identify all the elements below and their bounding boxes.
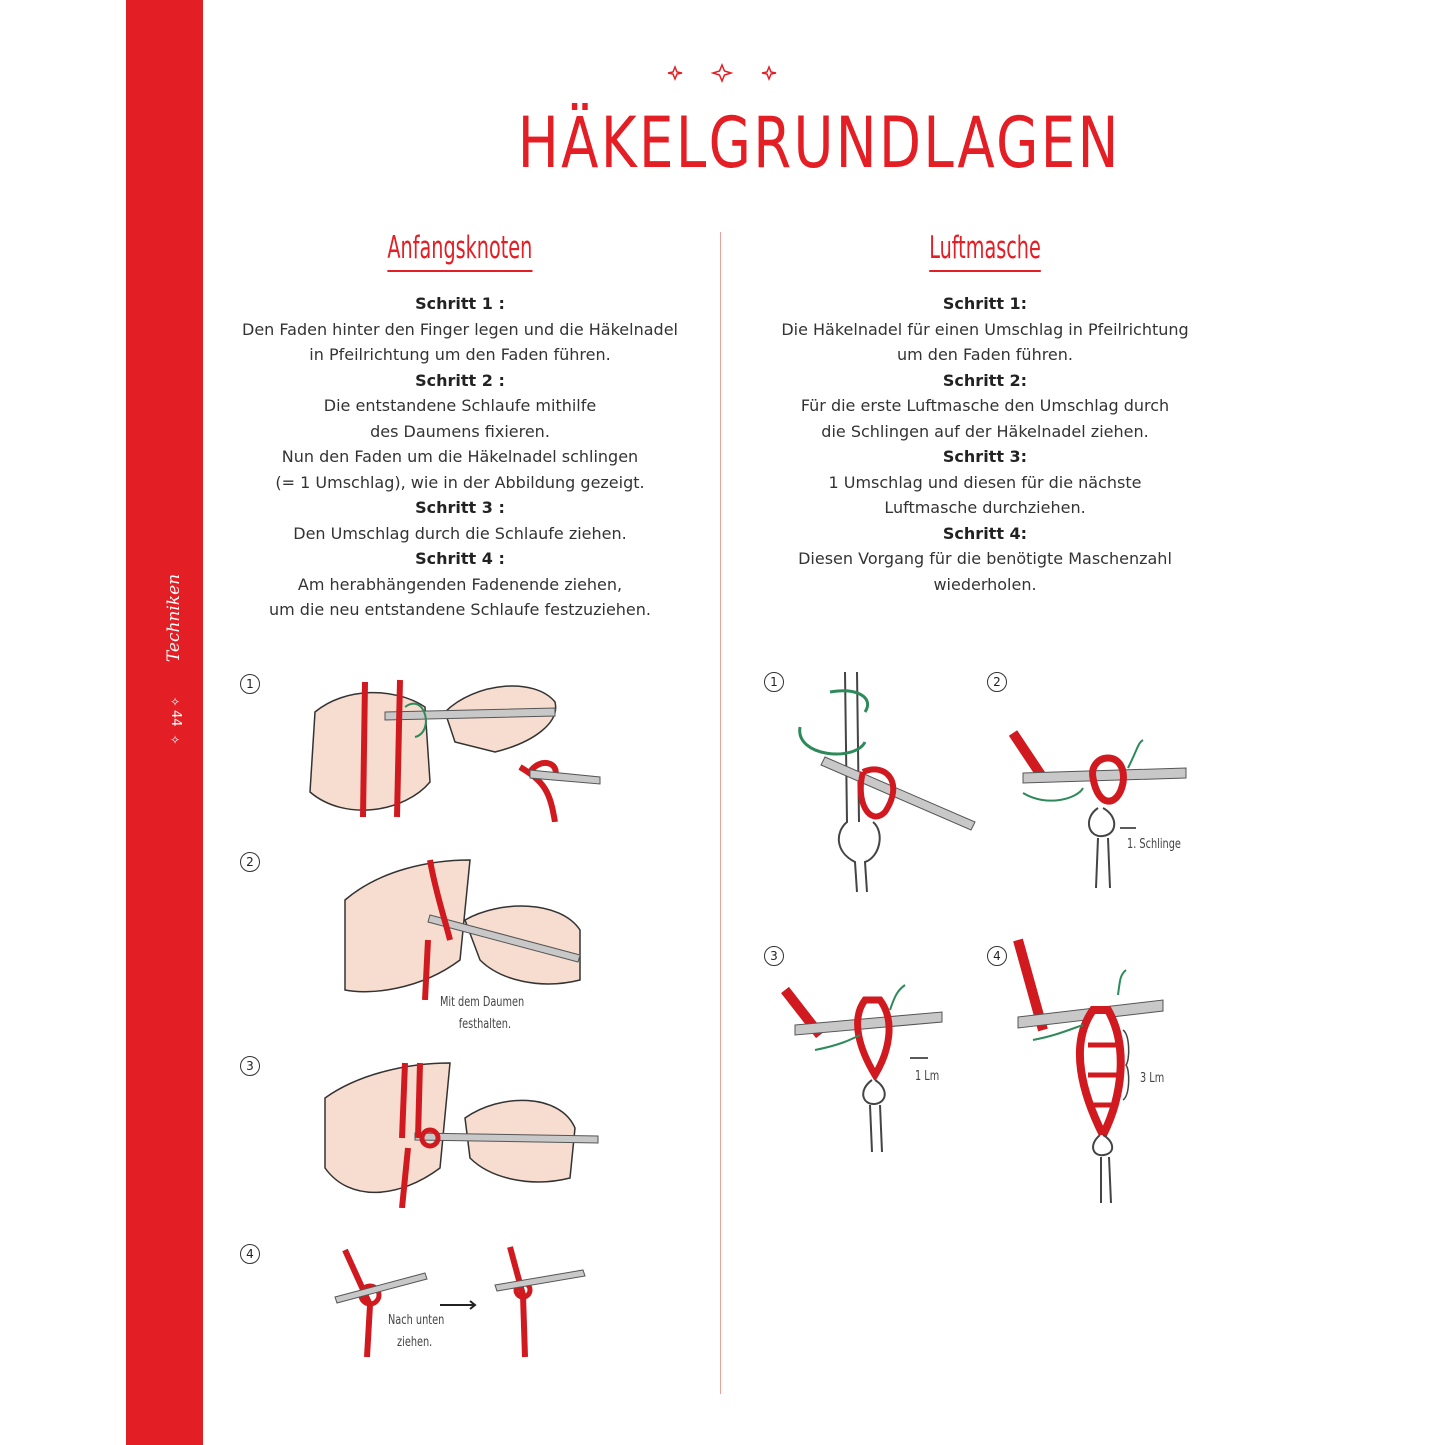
figure-left-1 [305,672,605,822]
step-text: Den Faden hinter den Finger legen und die Häkelnadel [242,319,678,339]
figure-right-1 [795,672,980,897]
figure-number: 2 [240,852,260,872]
step-heading: Schritt 2 : [415,370,505,390]
step-text: Am herabhängenden Fadenende ziehen, [297,574,623,594]
step-text: 1 Umschlag und diesen für die nächste [828,472,1142,492]
figure-left-4 [325,1245,590,1360]
step-heading: Schritt 3 : [415,498,505,517]
figure-number: 4 [987,946,1007,966]
figure-right-2 [1008,728,1188,890]
star-icon [668,67,682,79]
star-icon [762,67,776,79]
step-text: Den Umschlag durch die Schlaufe ziehen. [293,523,627,543]
page-title: HÄKELGRUNDLAGEN [517,102,1121,184]
step-heading: Schritt 4 : [415,549,505,568]
step-text: um die neu entstandene Schlaufe festzuziehen. [268,600,651,619]
step-heading: Schritt 1 : [415,294,505,313]
left-steps [215,291,705,623]
step-text: Für die erste Luftmasche den Umschlag durch [800,396,1170,415]
section-label: Techniken [164,573,184,663]
figure-note: Mit dem Daumen festhalten. [440,995,525,1032]
figure-number: 3 [240,1056,260,1076]
stars-ornament [640,60,810,86]
step-text: um den Faden führen. [896,345,1073,364]
figure-left-2 [340,850,585,1000]
figure-note: 1 Lm [915,1069,940,1084]
step-text: in Pfeilrichtung um den Faden führen. [309,345,611,364]
figure-note: 1. Schlinge [1127,837,1181,852]
left-title-text: Anfangsknoten [388,228,533,272]
step-text: Diesen Vorgang für die benötigte Maschenzahl [798,549,1172,568]
right-title-text: Luftmasche [929,228,1041,272]
step-heading: Schritt 4: [942,523,1028,543]
figure-number: 2 [987,672,1007,692]
figure-note: Nach unten ziehen. [388,1313,445,1350]
step-heading: Schritt 2: [942,370,1028,390]
step-text: Die entstandene Schlaufe mithilfe [323,396,597,415]
star-icon [713,65,731,81]
page-number-text: 44 [168,710,183,727]
step-text: Die Häkelnadel für einen Umschlag in Pfeilrichtung [781,319,1189,339]
figure-number: 4 [240,1244,260,1264]
step-heading: Schritt 1: [942,294,1028,313]
step-text: des Daumens fixieren. [370,421,550,441]
step-text: die Schlingen auf der Häkelnadel ziehen. [821,421,1149,441]
figure-number: 1 [764,672,784,692]
column-divider [720,232,721,1394]
step-text: Nun den Faden um die Häkelnadel schlingen [281,447,639,466]
step-heading: Schritt 3: [942,447,1028,466]
step-text: (= 1 Umschlag), wie in der Abbildung gezeigt. [275,472,645,492]
figure-left-3 [320,1058,600,1208]
right-title [825,228,1145,272]
left-title [300,228,620,272]
page-number [166,694,184,748]
right-steps [740,291,1230,597]
figure-number: 3 [764,946,784,966]
sidebar-band [126,0,203,1445]
step-text: Luftmasche durchziehen. [884,498,1086,517]
figure-number: 1 [240,674,260,694]
star-icon: ✧ [169,732,181,747]
figure-note: 3 Lm [1140,1071,1165,1086]
star-icon: ✧ [169,695,181,709]
step-text: wiederholen. [933,574,1037,594]
